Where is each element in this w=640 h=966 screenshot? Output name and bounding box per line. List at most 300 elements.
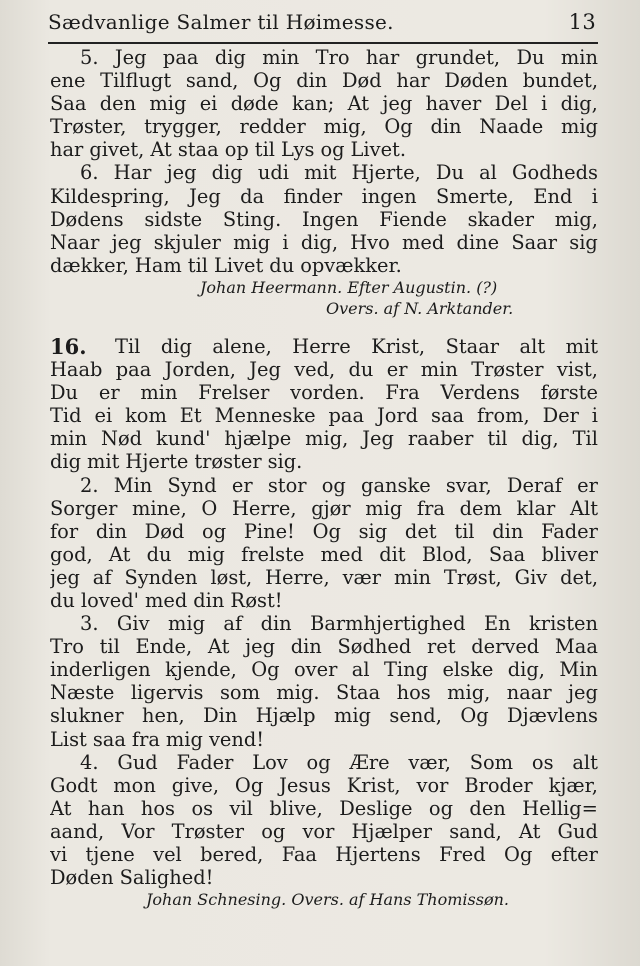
word: dig xyxy=(160,334,192,358)
word: er xyxy=(577,473,598,497)
page-number: 13 xyxy=(568,10,596,34)
word: din xyxy=(95,519,127,543)
word: Herre xyxy=(292,334,351,358)
verse-line xyxy=(50,751,598,774)
word: Saa xyxy=(488,542,526,566)
word: trøster xyxy=(194,450,262,474)
word: med xyxy=(320,542,363,566)
verse-line xyxy=(50,474,598,497)
word: Krist, xyxy=(371,334,426,358)
word: ei xyxy=(199,92,218,116)
word: jeg xyxy=(245,635,275,659)
word: til xyxy=(187,253,208,277)
word: Alt xyxy=(569,496,598,520)
word: End xyxy=(533,184,573,208)
word: dig xyxy=(50,450,82,474)
word: er xyxy=(231,473,253,497)
word: Deraf xyxy=(506,473,562,497)
verse-line xyxy=(50,843,598,866)
word: min xyxy=(50,427,88,451)
word: Salighed! xyxy=(119,866,214,890)
word: klar xyxy=(516,496,556,520)
word: send, xyxy=(389,704,442,728)
verse-line xyxy=(50,115,598,138)
verse-line xyxy=(50,427,598,450)
word: Herre, xyxy=(231,496,297,520)
word: vi xyxy=(50,843,68,866)
word: elske xyxy=(442,658,494,682)
word: mine, xyxy=(132,496,187,520)
word: sig xyxy=(569,230,598,254)
word: At xyxy=(518,819,541,843)
word: kristen xyxy=(529,612,598,636)
word: mon xyxy=(113,773,156,797)
word: jeg xyxy=(166,161,197,185)
word: dem xyxy=(459,496,502,520)
word: trygger, xyxy=(144,115,222,139)
page-body xyxy=(50,46,598,910)
word: Jeg xyxy=(189,184,221,208)
verse-line xyxy=(50,231,598,254)
word: Og xyxy=(253,69,282,93)
word: vær, xyxy=(408,750,451,774)
verse-line xyxy=(50,92,598,115)
word: Synd xyxy=(167,473,217,497)
word: Giv xyxy=(116,612,150,636)
word: Til xyxy=(115,334,141,358)
word: min xyxy=(560,46,598,69)
word: Et xyxy=(179,404,202,428)
word: skader xyxy=(467,207,534,231)
word: raaber xyxy=(407,427,474,451)
word: Og xyxy=(312,519,341,543)
verse-line xyxy=(50,69,598,92)
hymn-separator xyxy=(50,319,598,335)
word: da xyxy=(240,184,265,208)
word: List xyxy=(50,727,87,751)
word: Livet. xyxy=(350,138,406,162)
word: mig xyxy=(560,115,598,139)
word: Kildespring, xyxy=(50,184,170,208)
word: dig, xyxy=(507,658,545,682)
word: gjør xyxy=(311,496,351,520)
word: tjene xyxy=(85,843,135,866)
word: i xyxy=(591,404,598,428)
word: Faa xyxy=(281,843,317,866)
verse-line xyxy=(50,185,598,208)
word: Til xyxy=(572,427,598,451)
word: Lys xyxy=(280,138,315,162)
word: er xyxy=(386,358,408,382)
word: Ting xyxy=(383,658,429,682)
word: Og xyxy=(234,773,264,797)
word: Har xyxy=(113,161,152,185)
word: for xyxy=(50,519,79,543)
word: Smerte, xyxy=(436,184,514,208)
word: er xyxy=(98,381,120,405)
word: Ingen xyxy=(302,207,359,231)
word: Naade xyxy=(479,115,544,139)
word: hos xyxy=(396,681,431,705)
word: Staa xyxy=(335,681,381,705)
word: Jord xyxy=(376,404,419,428)
word: Min xyxy=(113,473,153,497)
word: vor xyxy=(302,819,335,843)
word: Giv xyxy=(514,565,548,589)
word: Saar xyxy=(511,230,558,254)
word: paa xyxy=(328,404,365,428)
word: Døden xyxy=(444,69,509,93)
word: Jeg xyxy=(362,427,394,451)
verse-line xyxy=(50,681,598,704)
word: Vor xyxy=(121,819,155,843)
word: al xyxy=(479,161,497,185)
hymn-16-verse-3 xyxy=(50,612,598,751)
word: efter xyxy=(550,843,598,866)
word: af xyxy=(92,565,112,589)
verse-line xyxy=(50,566,598,589)
word: os xyxy=(531,750,554,774)
word: og xyxy=(306,750,331,774)
word: op xyxy=(224,138,249,162)
word: Tid xyxy=(50,404,82,428)
word: vor xyxy=(416,773,449,797)
word: blive, xyxy=(269,796,323,820)
word: grundet, xyxy=(415,46,501,69)
word: Ære xyxy=(349,750,390,774)
verse-line xyxy=(50,797,598,820)
word: Død xyxy=(342,69,382,93)
word: Haab xyxy=(50,358,103,382)
word: dig, xyxy=(560,92,598,116)
word: mig, xyxy=(554,207,598,231)
word: Herre, xyxy=(265,565,330,589)
word: Sødhed xyxy=(337,635,412,659)
word: skjuler xyxy=(153,230,221,254)
word: mig xyxy=(365,496,403,520)
word: jeg xyxy=(382,92,413,116)
verse-line xyxy=(50,820,598,843)
word: al xyxy=(351,658,370,682)
word: min xyxy=(393,565,432,589)
word: sand, xyxy=(449,819,502,843)
word: kjær, xyxy=(548,773,598,797)
word: Tro xyxy=(50,635,84,659)
hymn-16-verse-4 xyxy=(50,751,598,890)
word: Hjerte, xyxy=(351,161,421,185)
word: staa xyxy=(177,138,219,162)
word: hen, xyxy=(142,704,185,728)
word: Naar xyxy=(50,230,100,254)
word: Min xyxy=(559,658,598,682)
hymn-15-translator-credit: Overs. af N. Arktander. xyxy=(326,298,514,318)
word: mig xyxy=(167,612,205,636)
word: Hjælp xyxy=(255,704,316,728)
word: givet, xyxy=(89,138,145,162)
word: Hvo xyxy=(350,230,390,254)
word: dig xyxy=(211,161,243,185)
word: og xyxy=(428,796,453,820)
word: din xyxy=(260,612,292,636)
word: som xyxy=(219,681,260,705)
word: opvækker. xyxy=(300,253,402,277)
word: slukner xyxy=(50,704,124,728)
word: bliver xyxy=(541,542,598,566)
word: Del xyxy=(494,92,528,116)
word: saa xyxy=(92,727,126,751)
word: du xyxy=(269,253,295,277)
hymn-16-verse-1 xyxy=(50,335,598,474)
word: 3. xyxy=(80,612,99,636)
word: Pine! xyxy=(243,519,295,543)
verse-line xyxy=(50,543,598,566)
word: din xyxy=(290,635,322,659)
word: mig, xyxy=(323,115,367,139)
word: Og xyxy=(384,115,413,139)
word: Fred xyxy=(439,843,486,866)
word: hos xyxy=(140,796,176,820)
word: Synden xyxy=(124,565,198,589)
verse-line xyxy=(50,589,598,612)
word: Røst! xyxy=(230,588,283,612)
word: Hjerte xyxy=(125,450,189,474)
word: Der xyxy=(542,404,579,428)
word: ved, xyxy=(294,358,336,382)
word: Gud xyxy=(117,750,158,774)
verse-line xyxy=(50,450,598,473)
word: vorden. xyxy=(290,381,365,405)
word: du xyxy=(146,542,172,566)
word: min xyxy=(140,381,178,405)
word: Krist, xyxy=(346,773,401,797)
word: svar, xyxy=(445,473,492,497)
word: At xyxy=(150,138,172,162)
word: inderligen xyxy=(50,658,151,682)
word: Djævlens xyxy=(507,704,598,728)
word: første xyxy=(540,381,598,405)
word: Trøst, xyxy=(443,565,502,589)
word: Tilflugt xyxy=(100,69,172,93)
word: Du xyxy=(50,381,79,405)
word: os xyxy=(191,796,214,820)
word: fra xyxy=(416,496,445,520)
word: dig xyxy=(214,46,246,69)
word: kom xyxy=(125,404,167,428)
verse-line xyxy=(50,520,598,543)
word: døde xyxy=(230,92,279,116)
word: kjende, xyxy=(165,658,237,682)
word: sand, xyxy=(185,69,239,93)
word: At xyxy=(108,542,131,566)
word: jeg xyxy=(568,681,598,705)
word: god, xyxy=(50,542,93,566)
word: Fiende xyxy=(379,207,447,231)
word: stor xyxy=(267,473,307,497)
word: redder xyxy=(239,115,306,139)
word: naar xyxy=(506,681,552,705)
word: Broder xyxy=(464,773,533,797)
word: den xyxy=(469,796,506,820)
word: Livet xyxy=(213,253,264,277)
word: Og xyxy=(504,843,533,866)
word: saa xyxy=(431,404,465,428)
word: jeg xyxy=(50,565,80,589)
word: det, xyxy=(560,565,598,589)
word: i xyxy=(591,184,598,208)
word: Trøster xyxy=(471,358,544,382)
hymn-15-author-credit: Johan Heermann. Efter Augustin. (?) xyxy=(200,277,498,297)
word: Jorden, xyxy=(164,358,236,382)
word: sidste xyxy=(144,207,203,231)
word: har xyxy=(396,69,430,93)
word: har xyxy=(365,46,400,69)
word: O xyxy=(201,496,218,520)
word: Trøster xyxy=(171,819,245,843)
verse-line xyxy=(50,774,598,797)
word: i xyxy=(541,92,548,116)
word: Næste xyxy=(50,681,115,705)
word: Din xyxy=(203,704,238,728)
word: fra xyxy=(131,727,160,751)
verse-line xyxy=(50,46,598,69)
word: udi xyxy=(257,161,289,185)
hymn-number: 16. xyxy=(50,334,87,359)
word: 2. xyxy=(80,473,99,497)
word: Jeg xyxy=(114,46,147,69)
word: Menneske xyxy=(214,404,316,428)
hymn-16-verse-2 xyxy=(50,474,598,613)
word: din xyxy=(296,69,328,93)
word: finder xyxy=(283,184,343,208)
verse-line xyxy=(50,866,598,889)
word: 5. xyxy=(80,46,99,69)
word: min xyxy=(420,358,458,382)
word: ingen xyxy=(361,184,417,208)
word: Sorger xyxy=(50,496,118,520)
word: dine xyxy=(456,230,500,254)
word: frelste xyxy=(241,542,305,566)
word: Ham xyxy=(134,253,182,277)
word: ganske xyxy=(361,473,431,497)
word: Barmhjertighed xyxy=(310,612,466,636)
word: Nød xyxy=(101,427,143,451)
word: Fader xyxy=(176,750,234,774)
word: til xyxy=(487,427,508,451)
hymn-15-verse-5 xyxy=(50,46,598,161)
word: Lov xyxy=(252,750,288,774)
word: Du xyxy=(516,46,545,69)
word: og xyxy=(321,473,346,497)
word: vel xyxy=(153,843,182,866)
word: paa xyxy=(162,46,199,69)
word: Saa xyxy=(50,92,87,116)
verse-line xyxy=(50,381,598,404)
header-rule xyxy=(48,42,598,44)
word: vær xyxy=(342,565,382,589)
word: Verdens xyxy=(440,381,520,405)
word: Døden xyxy=(50,866,114,890)
verse-line xyxy=(50,704,598,727)
verse-line xyxy=(50,335,598,358)
verse-line xyxy=(50,612,598,635)
verse-line xyxy=(50,404,598,427)
word: Fader xyxy=(541,519,598,543)
word: dig, xyxy=(521,427,559,451)
word: Blod, xyxy=(421,542,473,566)
word: loved' xyxy=(80,588,139,612)
word: den xyxy=(99,92,137,116)
word: give, xyxy=(171,773,219,797)
word: Gud xyxy=(557,819,598,843)
verse-line xyxy=(50,728,598,751)
word: sig xyxy=(358,519,388,543)
verse-line xyxy=(50,138,598,161)
word: mig, xyxy=(447,681,491,705)
word: Fra xyxy=(385,381,420,405)
word: At xyxy=(347,92,370,116)
word: sig. xyxy=(267,450,303,474)
word: Ende, xyxy=(135,635,193,659)
word: dig, xyxy=(300,230,339,254)
hymn-16-credit: Johan Schnesing. Overs. af Hans Thomissøn. xyxy=(146,890,509,910)
word: Jesus xyxy=(279,773,331,797)
word: Hellig= xyxy=(522,796,598,820)
word: Og xyxy=(460,704,489,728)
verse-line xyxy=(50,658,598,681)
word: du xyxy=(348,358,374,382)
word: løst, xyxy=(210,565,253,589)
word: din xyxy=(492,519,524,543)
word: En xyxy=(483,612,511,636)
word: og xyxy=(202,519,227,543)
word: han xyxy=(87,796,125,820)
word: mig xyxy=(187,542,225,566)
word: alt xyxy=(572,750,598,774)
word: vist, xyxy=(556,358,598,382)
word: kan; xyxy=(291,92,335,116)
word: mit xyxy=(565,334,598,358)
word: din xyxy=(430,115,462,139)
running-header xyxy=(48,6,596,38)
verse-line xyxy=(50,358,598,381)
word: Jeg xyxy=(249,358,281,382)
word: mig xyxy=(165,727,203,751)
word: jeg xyxy=(111,230,142,254)
word: alene, xyxy=(212,334,272,358)
word: ei xyxy=(94,404,113,428)
word: med xyxy=(402,230,445,254)
word: ret xyxy=(426,635,456,659)
verse-line xyxy=(50,254,598,277)
word: vend! xyxy=(208,727,265,751)
word: Tro xyxy=(315,46,350,69)
word: Dødens xyxy=(50,207,124,231)
word: Godheds xyxy=(512,161,598,185)
word: vil xyxy=(229,796,253,820)
word: og xyxy=(261,819,286,843)
hymn-15-verse-6 xyxy=(50,161,598,276)
word: du xyxy=(50,588,75,612)
word: ene xyxy=(50,69,86,93)
word: bundet, xyxy=(522,69,598,93)
word: til xyxy=(454,519,475,543)
word: ligervis xyxy=(130,681,204,705)
word: min xyxy=(262,46,300,69)
word: mit xyxy=(304,161,337,185)
word: har xyxy=(50,138,84,162)
word: Deslige xyxy=(339,796,413,820)
verse-line xyxy=(50,497,598,520)
